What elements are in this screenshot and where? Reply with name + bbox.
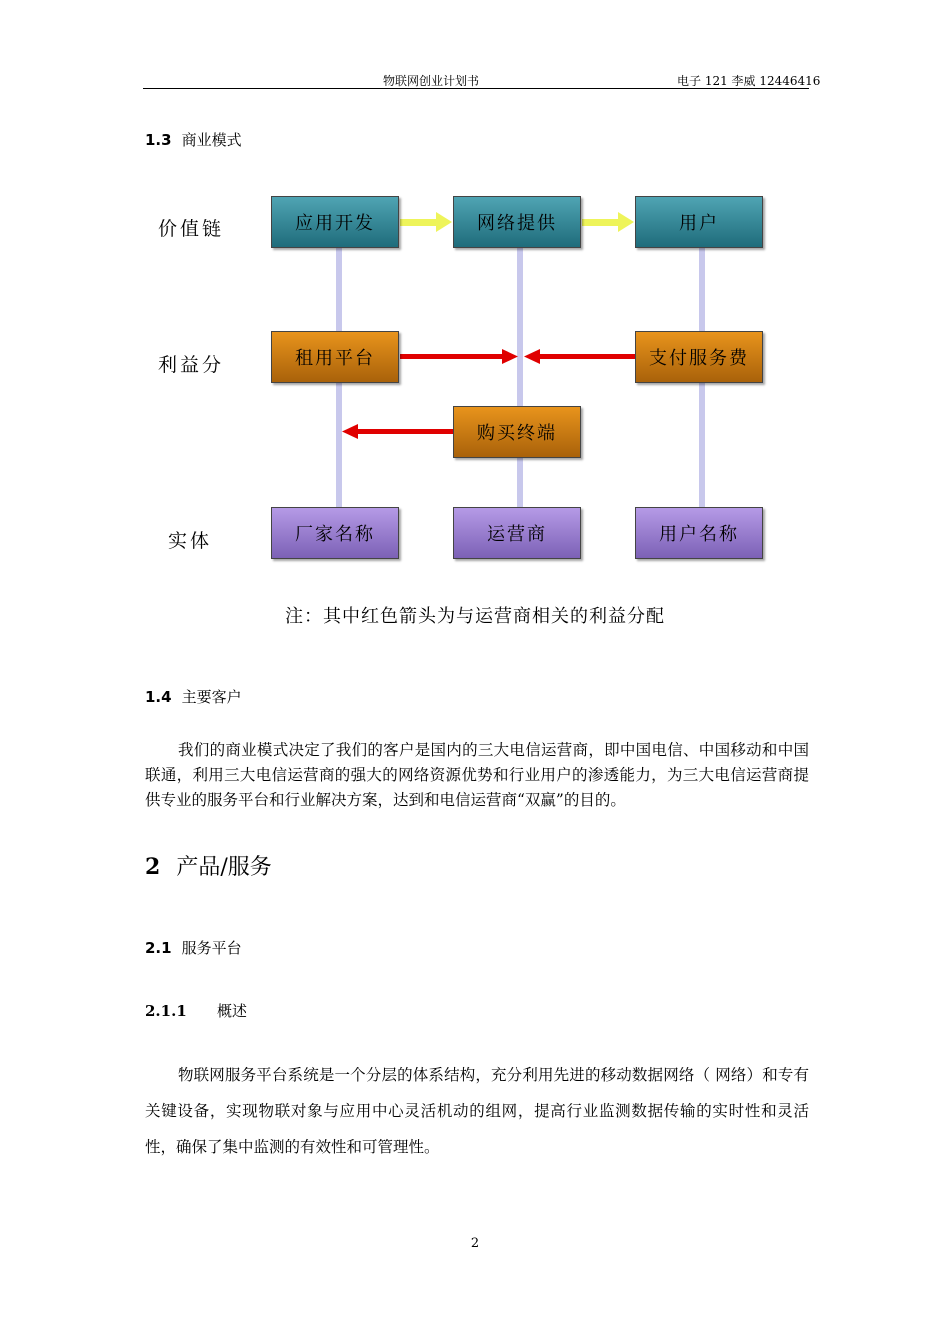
- yellow-arrow-2: [582, 212, 634, 232]
- yellow-arrow-1: [400, 212, 452, 232]
- box-pay-service: 支付服务费: [635, 331, 763, 383]
- red-arrow-buy: [342, 424, 454, 439]
- box-buy-terminal: 购买终端: [453, 406, 581, 458]
- subsection-heading: [145, 1000, 247, 1021]
- paragraph-overview: 物联网服务平台系统是一个分层的体系结构，充分利用先进的移动数据网络（ 网络）和专有关键设备，实现物联对象与应用中心灵活机动的组网，提高行业监测数据传输的实时性和灵活性，确保了集中监测的有效性和可管理性。: [145, 1066, 809, 1156]
- header-title: 物联网创业计划书: [383, 74, 480, 88]
- chapter-heading: [145, 850, 272, 881]
- page-number: 2: [470, 1236, 480, 1251]
- box-rent-platform: 租用平台: [271, 331, 399, 383]
- box-operator: 运营商: [453, 507, 581, 559]
- section-title: 商业模式: [181, 131, 242, 149]
- box-user: 用户: [635, 196, 763, 248]
- box-network: 网络提供: [453, 196, 581, 248]
- subsection-number: 2.1.1: [145, 1002, 187, 1020]
- section-number: 2.1: [145, 939, 172, 957]
- header-author: 电子 121 李威 12446416: [677, 74, 821, 88]
- section-heading: [145, 937, 242, 958]
- chapter-title: 产品/服务: [176, 855, 272, 880]
- section-title: 主要客户: [181, 688, 242, 706]
- paragraph-customers: 我们的商业模式决定了我们的客户是国内的三大电信运营商，即中国电信、中国移动和中国联通，利用三大电信运营商的强大的网络资源优势和行业用户的渗透能力，为三大电信运营商提供专业的服务平台和行业解决方案，达到和电信运营商“双赢”的目的。: [145, 741, 809, 809]
- chapter-number: 2: [145, 854, 161, 880]
- diagram-note: 注：其中红色箭头为与运营商相关的利益分配: [285, 606, 665, 627]
- section-title: 服务平台: [181, 939, 242, 957]
- box-vendor: 厂家名称: [271, 507, 399, 559]
- row-label-profit: 利益分: [158, 354, 225, 376]
- section-number: 1.3: [145, 131, 172, 149]
- red-arrow-rent: [400, 349, 518, 364]
- box-user-name: 用户名称: [635, 507, 763, 559]
- row-label-entity: 实体: [168, 530, 213, 552]
- section-number: 1.4: [145, 688, 172, 706]
- red-arrow-pay: [524, 349, 636, 364]
- section-heading: [145, 686, 242, 707]
- row-label-value-chain: 价值链: [158, 218, 225, 240]
- subsection-title: 概述: [217, 1002, 248, 1020]
- box-app-dev: 应用开发: [271, 196, 399, 248]
